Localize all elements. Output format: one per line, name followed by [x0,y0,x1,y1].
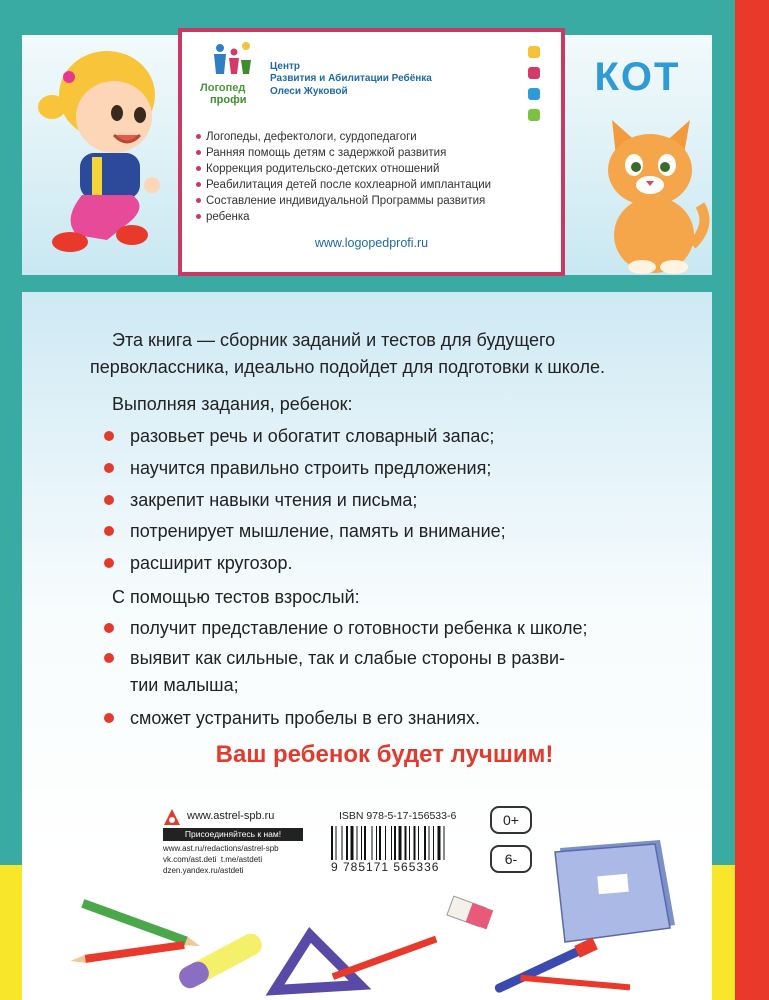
red-spine [735,0,769,1000]
publisher-website[interactable]: www.astrel-spb.ru [187,810,275,822]
slogan: Ваш ребенок будет лучшим! [215,741,554,768]
barcode-bar [385,826,386,860]
green-heart-icon [528,109,540,121]
child-item: разовьет речь и обогатит словарный запас; [104,423,494,449]
child-item: закрепит навыки чтения и письма; [104,487,417,513]
social-links [163,843,279,876]
yellow-strip-right [712,865,735,1000]
join-us-banner: Присоединяйтесь к нам! [163,828,303,841]
yellow-heart-icon [528,46,540,58]
barcode-bar [361,826,362,860]
child-heading: Выполняя задания, ребенок: [112,394,353,414]
logo-text-profi: профи [210,94,247,106]
child-illustration [22,35,172,275]
barcode-bar [346,826,348,860]
redactions-link[interactable]: www.ast.ru/redactions/astrel-spb [163,844,279,853]
barcode-bar [399,826,402,860]
barcode-bar [405,826,407,860]
child-item: потренирует мышление, память и внимание; [104,518,506,544]
barcode-bar [444,826,445,860]
vk-link[interactable]: vk.com/ast.deti [163,855,217,864]
adult-item: выявит как сильные, так и слабые стороны в разви- [104,645,565,671]
age-rating-badge: 0+ [490,806,532,834]
barcode-bar [351,826,354,860]
center-name: Центр [270,61,301,72]
barcode-icon [329,826,477,862]
barcode-bar [414,826,416,860]
speech-center-ad-box [178,28,565,276]
barcode-bar [433,826,434,860]
barcode-bar [379,826,381,860]
blue-heart-icon [528,88,540,100]
barcode-bar [418,826,419,860]
child-item: расширит кругозор. [104,550,293,576]
family-logo-icon [210,40,254,82]
child-item: научится правильно строить предложения; [104,455,491,481]
center-subtitle: Развития и Абилитации Ребёнка [270,73,432,84]
center-owner: Олеси Жуковой [270,86,348,97]
barcode-bar [391,826,392,860]
service-item: Логопеды, дефектологи, сурдопедагоги [196,129,556,145]
dzen-link[interactable]: dzen.yandex.ru/astdeti [163,866,244,875]
service-item: Коррекция родительско-детских отношений [196,161,556,177]
barcode-number: 9 785171 565336 [331,860,440,874]
red-heart-icon [528,67,540,79]
barcode-bar [394,826,396,860]
barcode-bar [336,826,337,860]
barcode-bar [429,826,430,860]
barcode-bar [424,826,426,860]
barcode-bar [409,826,410,860]
service-item: Реабилитация детей после кохлеарной имплантации [196,177,556,193]
barcode-bar [342,826,343,860]
service-item-continuation: ребенка [196,209,556,225]
logo-text-logoped: Логопед [200,82,246,94]
adult-item: сможет устранить пробелы в его знаниях. [104,705,480,731]
barcode-bar [331,826,333,860]
yellow-strip-left [0,865,22,1000]
barcode-bar [364,826,366,860]
publisher-logo-icon [163,808,181,826]
barcode-bar [376,826,377,860]
age-rating-badge: 6- [490,845,532,873]
school-supplies-illustration [60,880,700,998]
intro-line-2: первоклассника, идеально подойдет для подготовки к школе. [90,357,605,377]
barcode-bar [372,826,373,860]
adult-heading: С помощью тестов взрослый: [112,587,360,607]
service-item: Составление индивидуальной Программы развития [196,193,556,209]
barcode-bar [438,826,441,860]
tg-link[interactable]: t.me/astdeti [220,855,263,864]
intro-line-1: Эта книга — сборник заданий и тестов для будущего [112,330,556,350]
barcode-bar [357,826,358,860]
isbn: ISBN 978-5-17-156533-6 [339,810,457,822]
center-website-link[interactable]: www.logopedprofi.ru [314,236,429,250]
service-item: Ранняя помощь детям с задержкой развития [196,145,556,161]
kitten-illustration [582,105,712,275]
adult-item: получит представление о готовности ребенка к школе; [104,615,588,641]
book-title: КОТ [594,55,681,99]
adult-item-continuation: тии малыша; [130,675,239,695]
services-list [196,129,556,225]
